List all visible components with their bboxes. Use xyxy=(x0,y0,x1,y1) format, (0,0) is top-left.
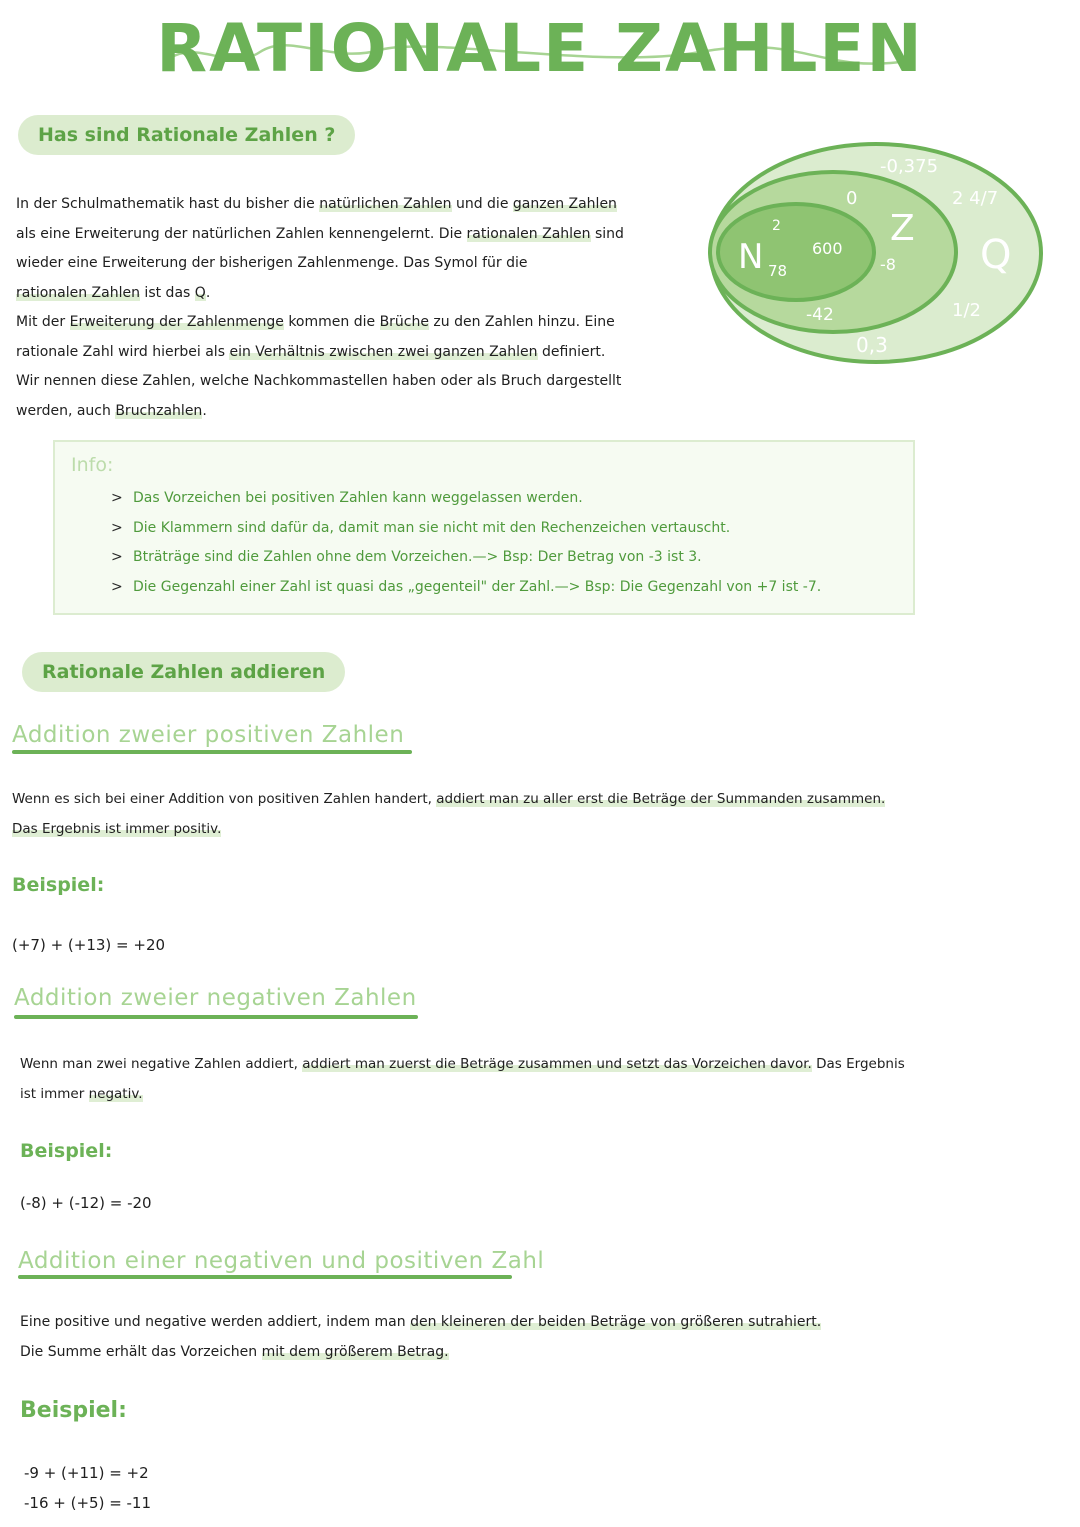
positive-addition-text xyxy=(12,785,1062,844)
text-line xyxy=(12,785,1062,815)
text-segment: In der Schulmathematik hast du bisher die xyxy=(16,196,320,212)
text-line xyxy=(16,220,706,250)
example-equation: (+7) + (+13) = +20 xyxy=(12,936,166,954)
text-segment: Wenn man zwei negative Zahlen addiert, xyxy=(20,1056,303,1072)
info-item xyxy=(111,543,821,573)
text-line xyxy=(16,397,706,427)
text-line xyxy=(16,338,706,368)
q-value: 2 4/7 xyxy=(952,188,999,209)
subheading-underline xyxy=(18,1275,512,1279)
highlighted-text: Q xyxy=(194,284,206,301)
section-heading-what: Has sind Rationale Zahlen ? xyxy=(18,115,355,155)
highlighted-text: Brüche xyxy=(379,314,429,330)
subheading-positive: Addition zweier positiven Zahlen xyxy=(12,722,405,748)
text-segment: sind xyxy=(590,225,624,242)
text-segment: zu den Zahlen hinzu. Eine xyxy=(428,314,615,330)
mixed-addition-text xyxy=(20,1308,1070,1367)
info-item-text: Die Klammern sind dafür da, damit man sie nicht mit den Rechenzeichen vertauscht. xyxy=(133,519,731,536)
set-n-label: N xyxy=(738,237,764,277)
info-box xyxy=(53,440,915,615)
example-label: Beispiel: xyxy=(20,1398,127,1423)
subheading-underline xyxy=(14,1015,418,1019)
text-line xyxy=(20,1050,1070,1080)
text-line xyxy=(20,1308,1070,1338)
info-list xyxy=(111,484,821,602)
info-item-text: Bträträge sind die Zahlen ohne dem Vorzeichen.—> Bsp: Der Betrag von -3 ist 3. xyxy=(133,549,702,565)
text-segment: werden, auch xyxy=(16,402,116,419)
text-line xyxy=(16,249,706,279)
subheading-underline xyxy=(12,750,412,754)
negative-addition-text xyxy=(20,1050,1070,1109)
example-equation: (-8) + (-12) = -20 xyxy=(20,1194,152,1212)
example-label: Beispiel: xyxy=(20,1140,113,1162)
z-value: 0 xyxy=(846,188,858,209)
page-title: RATIONALE ZAHLEN xyxy=(156,10,924,87)
text-segment: ist das xyxy=(139,284,195,301)
info-item-text: Die Gegenzahl einer Zahl ist quasi das „gegenteil" der Zahl.—> Bsp: Die Gegenzahl von +7 ist -7. xyxy=(133,578,822,595)
q-value: 1/2 xyxy=(952,300,981,321)
text-segment: definiert. xyxy=(537,343,606,360)
example-label: Beispiel: xyxy=(12,874,105,896)
set-q-label: Q xyxy=(980,232,1012,278)
text-line xyxy=(12,815,1062,845)
text-segment: . xyxy=(202,402,207,419)
text-segment: Eine positive und negative werden addiert, indem man xyxy=(20,1314,411,1330)
highlighted-text: rationalen Zahlen xyxy=(466,225,591,242)
text-segment: Mit der xyxy=(16,314,70,330)
text-segment: ist immer xyxy=(20,1085,89,1102)
text-line xyxy=(16,279,706,309)
text-segment: kommen die xyxy=(283,314,380,330)
subheading-mixed: Addition einer negativen und positiven Zahl xyxy=(18,1248,545,1274)
highlighted-text: ganzen Zahlen xyxy=(512,196,617,212)
highlighted-text: addiert man zuerst die Beträge zusammen und setzt das Vorzeichen davor. xyxy=(302,1056,812,1072)
highlighted-text: Das Ergebnis ist immer positiv. xyxy=(12,820,222,837)
text-segment: und die xyxy=(451,196,513,212)
text-segment: als eine Erweiterung der natürlichen Zahlen kennengelernt. Die xyxy=(16,225,467,242)
intro-paragraph xyxy=(16,190,706,426)
text-line xyxy=(20,1080,1070,1110)
arrow-icon: > xyxy=(111,519,123,536)
text-line xyxy=(20,1338,1070,1368)
text-segment: Die Summe erhält das Vorzeichen xyxy=(20,1343,262,1360)
info-item xyxy=(111,514,821,544)
text-segment: rationale Zahl wird hierbei als xyxy=(16,343,230,360)
q-value: -0,375 xyxy=(880,156,939,177)
highlighted-text: natürlichen Zahlen xyxy=(319,196,452,212)
arrow-icon: > xyxy=(111,490,123,506)
highlighted-text: negativ. xyxy=(88,1085,143,1102)
example-equation: -9 + (+11) = +2 xyxy=(24,1464,149,1482)
z-value: -42 xyxy=(806,305,834,325)
highlighted-text: mit dem größerem Betrag. xyxy=(261,1343,449,1360)
title-area xyxy=(0,0,1080,90)
info-item-text: Das Vorzeichen bei positiven Zahlen kann weggelassen werden. xyxy=(133,490,583,506)
n-value: 2 xyxy=(772,218,781,234)
text-segment: wieder eine Erweiterung der bisherigen Zahlenmenge. Das Symol für die xyxy=(16,255,528,271)
info-item xyxy=(111,484,821,514)
highlighted-text: den kleineren der beiden Beträge von größeren sutrahiert. xyxy=(410,1314,822,1330)
number-sets-diagram xyxy=(708,140,1048,370)
z-value: -8 xyxy=(880,255,896,274)
highlighted-text: rationalen Zahlen xyxy=(16,284,140,301)
n-value: 78 xyxy=(768,262,788,280)
text-line xyxy=(16,367,706,397)
text-segment: . xyxy=(205,284,211,301)
arrow-icon: > xyxy=(111,578,123,595)
section-heading-add: Rationale Zahlen addieren xyxy=(22,652,345,692)
highlighted-text: ein Verhältnis zwischen zwei ganzen Zahlen xyxy=(229,343,538,360)
highlighted-text: Erweiterung der Zahlenmenge xyxy=(69,314,284,330)
text-line xyxy=(16,308,706,338)
highlighted-text: addiert man zu aller erst die Beträge der Summanden zusammen. xyxy=(436,791,886,807)
highlighted-text: Bruchzahlen xyxy=(115,402,203,419)
arrow-icon: > xyxy=(111,549,123,565)
text-segment: Wenn es sich bei einer Addition von positiven Zahlen handert, xyxy=(12,791,437,807)
info-label: Info: xyxy=(71,454,114,476)
n-value: 600 xyxy=(812,239,843,258)
text-segment: Wir nennen diese Zahlen, welche Nachkommastellen haben oder als Bruch dargestellt xyxy=(16,373,622,389)
info-item xyxy=(111,573,821,603)
text-line xyxy=(16,190,706,220)
q-value: 0,3 xyxy=(856,333,888,357)
example-equation: -16 + (+5) = -11 xyxy=(24,1494,152,1512)
text-segment: Das Ergebnis xyxy=(811,1056,905,1072)
subheading-negative: Addition zweier negativen Zahlen xyxy=(14,985,417,1011)
set-z-label: Z xyxy=(890,208,915,249)
